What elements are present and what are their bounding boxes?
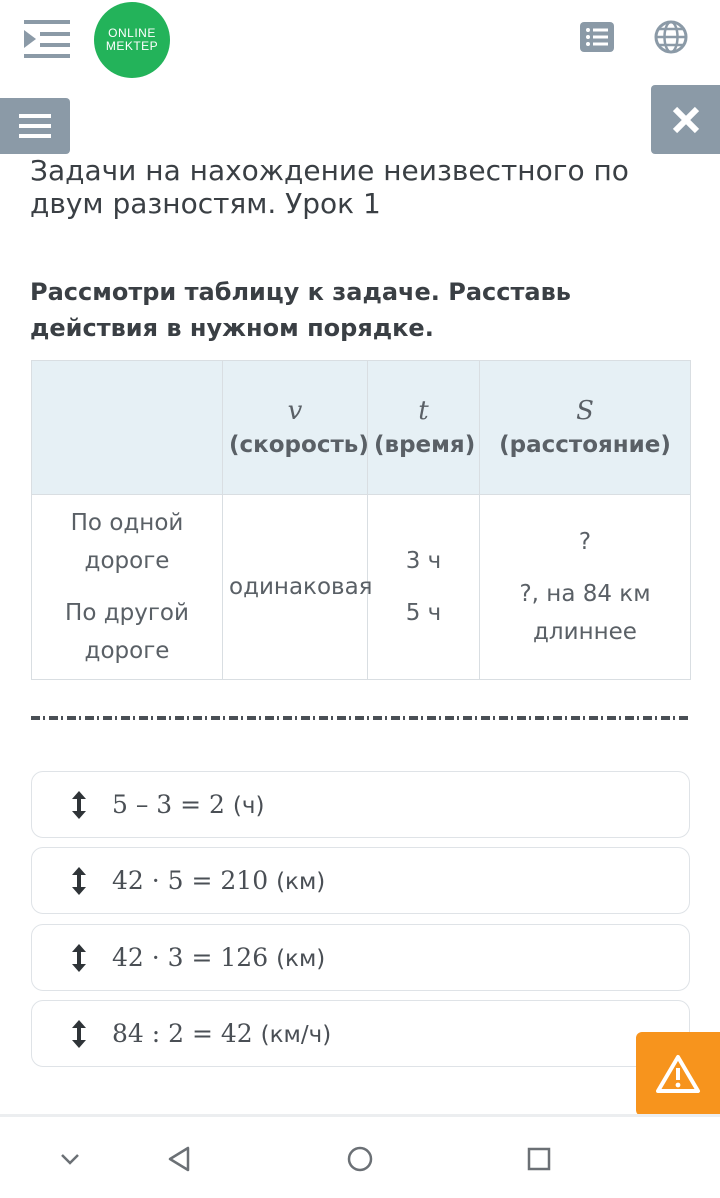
header-time bbox=[368, 361, 480, 495]
header-speed bbox=[223, 361, 368, 495]
sortable-item[interactable] bbox=[31, 847, 690, 914]
logo-line2: MEKTEP bbox=[105, 39, 159, 53]
drag-handle-icon[interactable] bbox=[72, 791, 86, 819]
table-row bbox=[32, 495, 691, 680]
menu-collapse-icon[interactable] bbox=[24, 18, 70, 60]
drag-handle-icon[interactable] bbox=[72, 944, 86, 972]
header-distance bbox=[480, 361, 691, 495]
warning-icon bbox=[655, 1054, 701, 1094]
home-icon[interactable] bbox=[344, 1143, 376, 1175]
step-expression: 5 – 3 = 2 (ч) bbox=[112, 790, 265, 819]
time-cell bbox=[368, 495, 480, 680]
sortable-item[interactable] bbox=[31, 771, 690, 838]
problem-table bbox=[31, 360, 691, 680]
sortable-item[interactable] bbox=[31, 1000, 690, 1067]
globe-icon[interactable] bbox=[654, 20, 688, 54]
speed-variable: v bbox=[287, 395, 303, 426]
time-1-value: 3 ч bbox=[405, 548, 442, 574]
time-2-value: 5 ч bbox=[405, 600, 442, 626]
chevron-down-icon[interactable] bbox=[54, 1143, 86, 1175]
list-icon[interactable] bbox=[580, 22, 614, 52]
speed-label: (скорость) bbox=[229, 431, 369, 458]
close-button[interactable] bbox=[651, 85, 720, 154]
time-label: (время) bbox=[374, 431, 476, 458]
roads-cell bbox=[32, 495, 223, 680]
sortable-item[interactable] bbox=[31, 924, 690, 991]
menu-button[interactable] bbox=[0, 98, 70, 154]
speed-value: одинаковая bbox=[229, 574, 373, 600]
time-variable: t bbox=[418, 395, 429, 426]
task-instruction: Рассмотри таблицу к задаче. Расставь действия в нужном порядке. bbox=[30, 278, 571, 342]
distance-variable: S bbox=[576, 395, 594, 426]
dashed-divider bbox=[31, 716, 690, 720]
road-1-label: По одной дороге bbox=[70, 510, 184, 574]
lesson-title: Задачи на нахождение неизвестного по двум разностям. Урок 1 bbox=[30, 154, 629, 220]
close-icon bbox=[672, 106, 700, 134]
step-expression: 84 : 2 = 42 (км/ч) bbox=[112, 1019, 332, 1048]
drag-handle-icon[interactable] bbox=[72, 1020, 86, 1048]
distance-1-value: ? bbox=[578, 529, 592, 555]
table-header-row bbox=[32, 361, 691, 495]
logo-line1: ONLINE bbox=[108, 26, 156, 40]
top-bar bbox=[0, 0, 720, 80]
recents-icon[interactable] bbox=[523, 1143, 555, 1175]
back-icon[interactable] bbox=[164, 1143, 196, 1175]
distance-label: (расстояние) bbox=[499, 431, 671, 458]
online-mektep-logo[interactable] bbox=[94, 2, 170, 78]
speed-cell bbox=[223, 495, 373, 680]
hamburger-icon bbox=[19, 113, 51, 139]
road-2-label: По другой дороге bbox=[65, 600, 189, 664]
distance-2-value: ?, на 84 км длиннее bbox=[519, 581, 651, 645]
drag-handle-icon[interactable] bbox=[72, 867, 86, 895]
step-expression: 42 · 3 = 126 (км) bbox=[112, 943, 326, 972]
report-problem-button[interactable] bbox=[636, 1032, 720, 1116]
android-nav-bar bbox=[0, 1114, 720, 1198]
distance-cell bbox=[480, 495, 691, 680]
header-empty bbox=[32, 361, 223, 495]
step-expression: 42 · 5 = 210 (км) bbox=[112, 866, 326, 895]
